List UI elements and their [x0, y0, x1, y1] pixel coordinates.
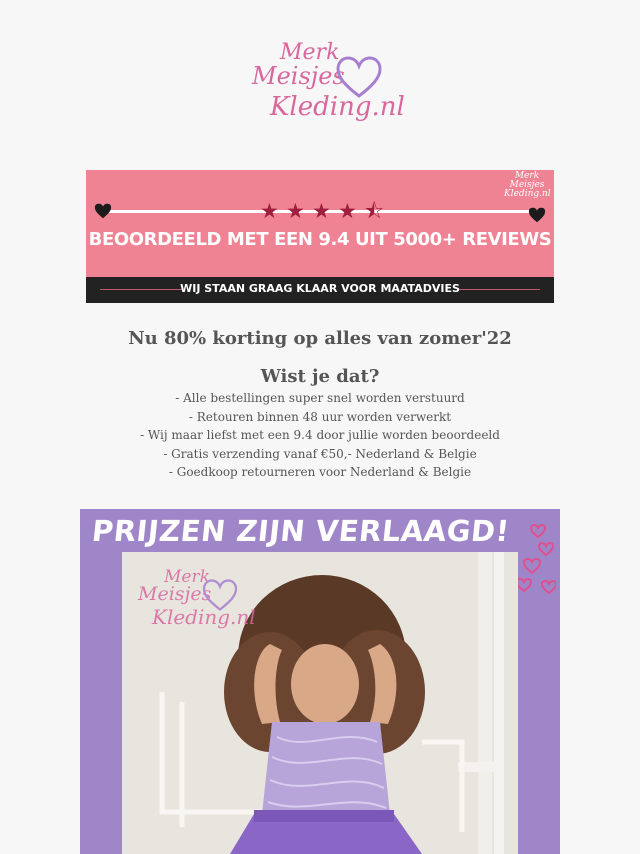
mini-logo-line: Merk: [514, 171, 540, 181]
logo-text-kleding: Kleding.nl: [270, 92, 405, 122]
heart-icon: [202, 579, 238, 611]
brand-logo[interactable]: [248, 40, 405, 132]
watermark-text: Merk: [164, 567, 210, 587]
star-icon: ★: [286, 199, 305, 223]
black-heart-icon: [94, 202, 112, 220]
mini-logo-line: Kleding.nl: [504, 189, 551, 199]
half-star-icon: ⯪: [364, 199, 384, 223]
list-item: - Wij maar liefst met een 9.4 door jullie worden beoordeeld: [140, 428, 500, 442]
rating-stars: [260, 199, 384, 223]
list-item: - Alle bestellingen super snel worden verstuurd: [175, 391, 465, 405]
list-item: - Gratis verzending vanaf €50,- Nederland & Belgie: [163, 446, 477, 461]
promo-title: PRIJZEN ZIJN VERLAAGD!: [90, 514, 512, 548]
watermark-text: Kleding.nl: [152, 605, 256, 629]
advice-text: WIJ STAAN GRAAG KLAAR VOOR MAATADVIES: [180, 282, 460, 295]
watermark-text: Meisjes: [138, 583, 212, 605]
reviews-banner[interactable]: [86, 170, 554, 303]
list-item: - Retouren binnen 48 uur worden verwerkt: [188, 409, 452, 424]
advice-strip: [86, 277, 554, 303]
sale-headline: Nu 80% korting op alles van zomer'22: [128, 328, 512, 349]
star-icon: ★: [260, 199, 279, 223]
mini-logo-line: Meisjes: [509, 180, 545, 190]
list-item: - Goedkoop retourneren voor Nederland & Belgie: [168, 465, 472, 479]
benefits-list: [0, 389, 640, 482]
pink-hearts-icon: [516, 517, 556, 597]
promo-image[interactable]: [80, 509, 560, 854]
watermark-logo: [138, 567, 258, 637]
heart-icon: [336, 56, 382, 98]
logo-text-merk: Merk: [280, 40, 340, 65]
logo-text-meisjes: Meisjes: [252, 62, 345, 90]
star-icon: ★: [338, 199, 357, 223]
black-heart-icon: [528, 206, 546, 224]
review-headline: BEOORDEELD MET EEN 9.4 UIT 5000+ REVIEWS: [88, 229, 552, 250]
mini-logo: [504, 172, 550, 204]
star-icon: ★: [312, 199, 331, 223]
info-subheadline: Wist je dat?: [260, 366, 380, 387]
